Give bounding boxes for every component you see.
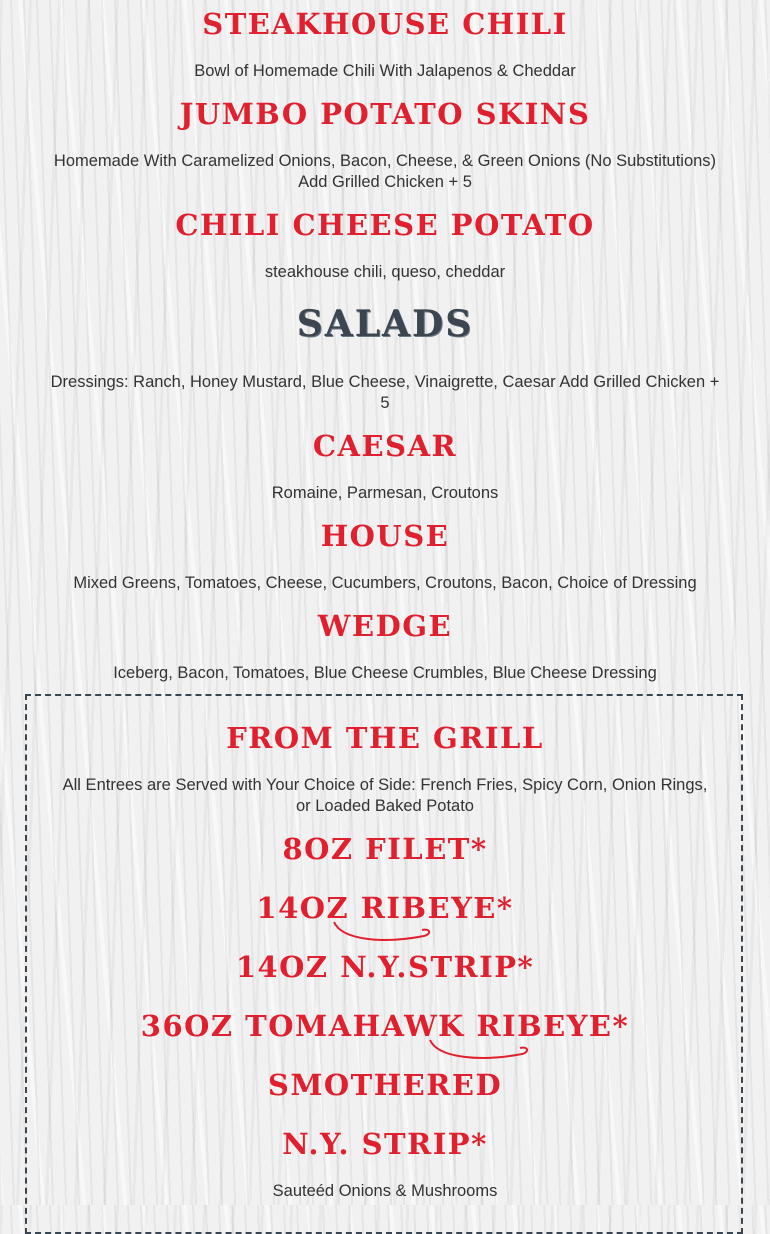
grill-item-14oz-ribeye: 14OZ RIBEYE* — [256, 891, 514, 925]
item-title-wedge: WEDGE — [317, 609, 453, 643]
item-desc-caesar: Romaine, Parmesan, Croutons — [271, 484, 499, 502]
ribeye-swash-flourish — [332, 918, 434, 946]
item-title-steakhouse-chili: STEAKHOUSE CHILI — [202, 7, 568, 41]
item-desc-wedge: Iceberg, Bacon, Tomatoes, Blue Cheese Crumbles, Blue Cheese Dressing — [113, 664, 657, 682]
section-heading-from-the-grill: FROM THE GRILL — [226, 721, 544, 755]
item-title-jumbo-potato-skins: JUMBO POTATO SKINS — [179, 97, 591, 131]
item-desc-jumbo-potato-skins-line2: Add Grilled Chicken + 5 — [298, 173, 472, 191]
item-title-house: HOUSE — [320, 519, 450, 553]
grill-sides-note-line2: or Loaded Baked Potato — [296, 797, 474, 815]
item-desc-smothered: Sauteéd Onions & Mushrooms — [272, 1182, 498, 1200]
grill-sides-note-line1: All Entrees are Served with Your Choice of Side: French Fries, Spicy Corn, Onion Rings, — [62, 776, 708, 794]
grill-item-ny-strip: 14OZ N.Y.STRIP* — [235, 950, 535, 984]
item-desc-house: Mixed Greens, Tomatoes, Cheese, Cucumbers, Croutons, Bacon, Choice of Dressing — [73, 574, 697, 592]
salads-dressings-note-line1: Dressings: Ranch, Honey Mustard, Blue Cheese, Vinaigrette, Caesar Add Grilled Chicken + — [50, 373, 720, 391]
grill-item-smothered: SMOTHERED — [267, 1068, 503, 1102]
item-desc-chili-cheese-potato: steakhouse chili, queso, cheddar — [264, 263, 506, 281]
grill-item-filet: 8OZ FILET* — [282, 832, 488, 866]
item-desc-steakhouse-chili: Bowl of Homemade Chili With Jalapenos & Cheddar — [194, 62, 576, 80]
section-heading-salads: SALADS — [296, 303, 474, 345]
salads-dressings-note-line2: 5 — [380, 394, 390, 412]
item-desc-jumbo-potato-skins-line1: Homemade With Caramelized Onions, Bacon, Cheese, & Green Onions (No Substitutions) — [53, 152, 717, 170]
item-title-caesar: CAESAR — [312, 429, 458, 463]
tomahawk-swash-flourish — [428, 1036, 532, 1064]
grill-item-smothered-ny-strip: N.Y. STRIP* — [282, 1127, 488, 1161]
grill-item-tomahawk-ribeye: 36OZ TOMAHAWK RIBEYE* — [140, 1009, 630, 1043]
item-title-chili-cheese-potato: CHILI CHEESE POTATO — [175, 208, 595, 242]
